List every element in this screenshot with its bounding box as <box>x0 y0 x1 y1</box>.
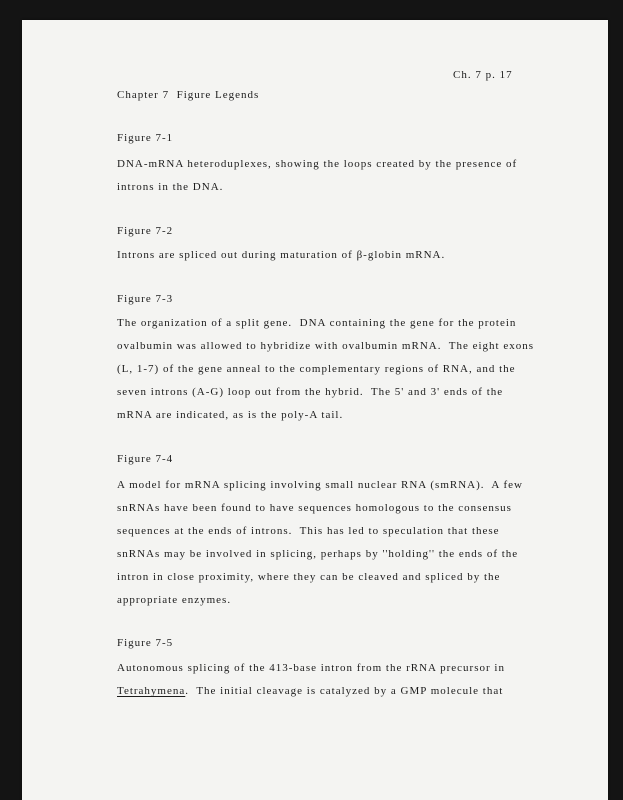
figure-legend-line: Autonomous splicing of the 413-base intron from the rRNA precursor in <box>117 662 505 674</box>
figure-title: Figure 7-2 <box>117 225 174 237</box>
page-number-label: Ch. 7 p. 17 <box>453 69 513 81</box>
figure-title: Figure 7-1 <box>117 132 174 144</box>
figure-title: Figure 7-3 <box>117 293 174 305</box>
figure-legend-line: (L, 1-7) of the gene anneal to the complementary regions of RNA, and the <box>117 363 516 375</box>
figure-legend-line: mRNA are indicated, as is the poly-A tail. <box>117 409 344 421</box>
figure-legend-line: snRNAs may be involved in splicing, perhaps by ''holding'' the ends of the <box>117 548 519 560</box>
figure-legend-line: Introns are spliced out during maturation of β-globin mRNA. <box>117 249 446 261</box>
figure-legend-line: A model for mRNA splicing involving small nuclear RNA (smRNA). A few <box>117 479 524 491</box>
figure-legend-line: intron in close proximity, where they can be cleaved and spliced by the <box>117 571 501 583</box>
figure-legend-line: sequences at the ends of introns. This has led to speculation that these <box>117 525 500 537</box>
figure-legend-line: seven introns (A-G) loop out from the hybrid. The 5' and 3' ends of the <box>117 386 504 398</box>
figure-title: Figure 7-5 <box>117 637 174 649</box>
figure-title: Figure 7-4 <box>117 453 174 465</box>
italic-organism-name: Tetrahymena <box>117 685 186 697</box>
figure-legend-line: DNA-mRNA heteroduplexes, showing the loops created by the presence of <box>117 158 518 170</box>
figure-legend-line: ovalbumin was allowed to hybridize with ovalbumin mRNA. The eight exons <box>117 340 535 352</box>
figure-legend-line: appropriate enzymes. <box>117 594 232 606</box>
chapter-title: Chapter 7 Figure Legends <box>117 89 260 101</box>
document-page <box>22 20 608 800</box>
figure-legend-line <box>117 684 503 698</box>
figure-legend-line: snRNAs have been found to have sequences homologous to the consensus <box>117 502 512 514</box>
figure-legend-line-rest: . The initial cleavage is catalyzed by a GMP molecule that <box>185 685 504 697</box>
figure-legend-line: introns in the DNA. <box>117 181 224 193</box>
figure-legend-line: The organization of a split gene. DNA containing the gene for the protein <box>117 317 517 329</box>
